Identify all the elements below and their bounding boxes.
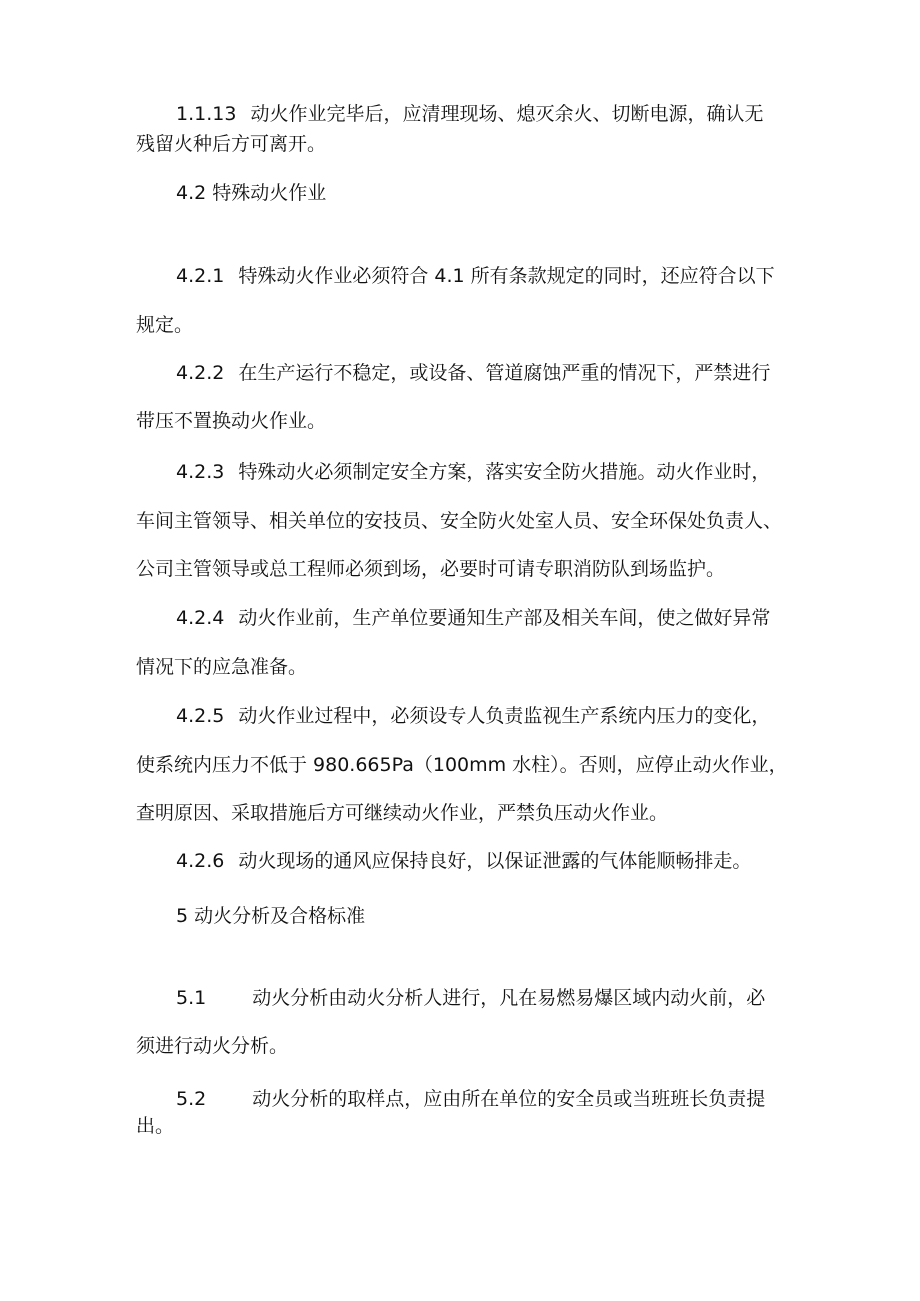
clause-text: 动火作业前，生产单位要通知生产部及相关车间，使之做好异常 <box>238 607 771 629</box>
clause-text: 动火作业过程中，必须设专人负责监视生产系统内压力的变化， <box>238 705 771 727</box>
paragraph-5-1-line-2: 须进行动火分析。 <box>136 1035 289 1057</box>
paragraph-4-2-6-line-1 <box>176 848 751 874</box>
clause-text: 动火作业完毕后，应清理现场、熄灭余火、切断电源，确认无 <box>250 103 764 125</box>
clause-text: 特殊动火作业必须符合 4.1 所有条款规定的同时，还应符合以下 <box>238 265 775 287</box>
paragraph-4-2-3-line-2: 车间主管领导、相关单位的安技员、安全防火处室人员、安全环保处负责人、 <box>136 510 783 532</box>
paragraph-4-2-3-line-3: 公司主管领导或总工程师必须到场，必要时可请专职消防队到场监护。 <box>136 558 726 580</box>
paragraph-4-2-5-line-3: 查明原因、采取措施后方可继续动火作业，严禁负压动火作业。 <box>136 802 669 824</box>
paragraph-4-2-4-line-2: 情况下的应急准备。 <box>136 656 308 678</box>
clause-number: 4.2.3 <box>176 461 225 483</box>
paragraph-4-2-1-line-1 <box>176 263 775 289</box>
paragraph-5-2-line-2: 出。 <box>136 1115 175 1137</box>
clause-number: 1.1.13 <box>176 103 237 125</box>
section-heading-5: 5 动火分析及合格标准 <box>176 905 366 927</box>
paragraph-1-1-13-line-1 <box>176 101 763 127</box>
clause-text: 特殊动火必须制定安全方案，落实安全防火措施。动火作业时， <box>238 461 771 483</box>
clause-number: 4.2.5 <box>176 705 225 727</box>
section-heading-4-2: 4.2 特殊动火作业 <box>176 182 327 204</box>
clause-number: 4.2.4 <box>176 607 225 629</box>
clause-number: 5.1 <box>176 987 207 1009</box>
clause-text: 动火分析的取样点，应由所在单位的安全员或当班班长负责提 <box>252 1088 766 1110</box>
paragraph-4-2-5-line-2: 使系统内压力不低于 980.665Pa（100mm 水柱）。否则，应停止动火作业， <box>136 754 788 776</box>
clause-text: 动火现场的通风应保持良好，以保证泄露的气体能顺畅排走。 <box>238 850 752 872</box>
clause-number: 4.2.1 <box>176 265 225 287</box>
paragraph-4-2-1-line-2: 规定。 <box>136 314 194 336</box>
paragraph-4-2-5-line-1 <box>176 703 770 729</box>
clause-text: 在生产运行不稳定，或设备、管道腐蚀严重的情况下，严禁进行 <box>238 362 771 384</box>
paragraph-4-2-2-line-2: 带压不置换动火作业。 <box>136 410 327 432</box>
clause-number: 4.2.6 <box>176 850 225 872</box>
paragraph-4-2-3-line-1 <box>176 459 770 485</box>
clause-text: 动火分析由动火分析人进行，凡在易燃易爆区域内动火前，必 <box>252 987 766 1009</box>
paragraph-5-2-line-1 <box>176 1086 765 1112</box>
paragraph-4-2-2-line-1 <box>176 360 770 386</box>
paragraph-5-1-line-1 <box>176 985 765 1011</box>
paragraph-4-2-4-line-1 <box>176 605 770 631</box>
clause-number: 4.2.2 <box>176 362 225 384</box>
paragraph-1-1-13-line-2: 残留火种后方可离开。 <box>136 133 327 155</box>
clause-number: 5.2 <box>176 1088 207 1110</box>
